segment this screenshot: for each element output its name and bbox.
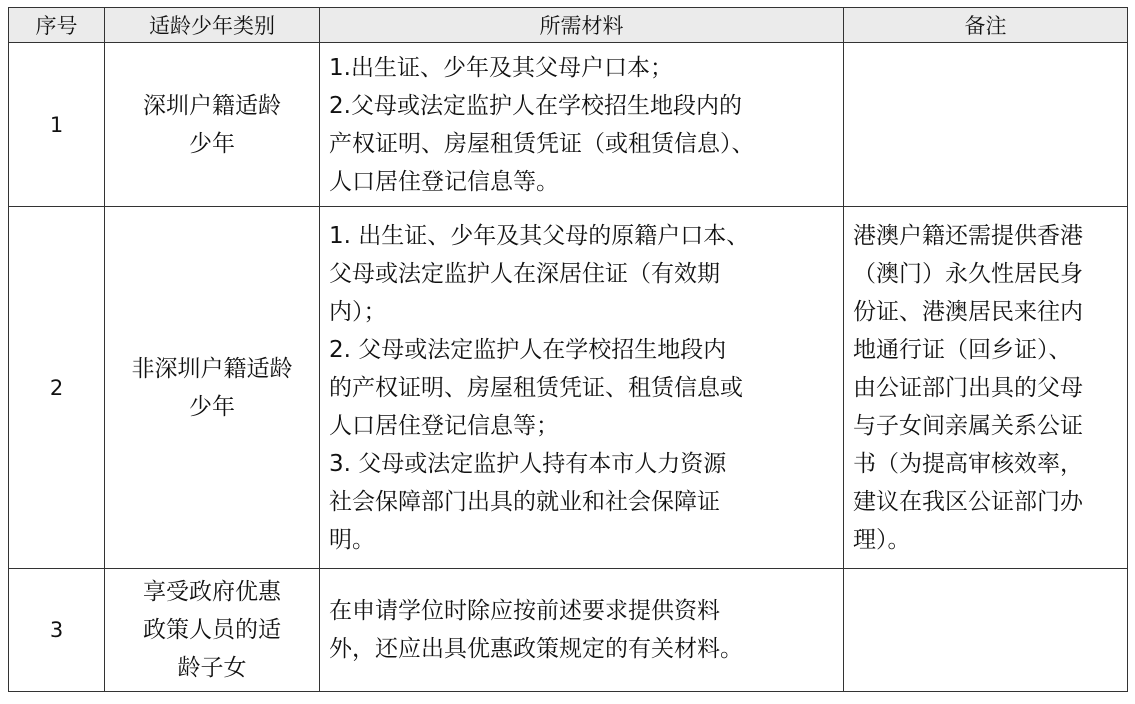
category-line: 少年 [189,130,235,157]
materials-line: 2.父母或法定监护人在学校招生地段内的 [329,92,742,119]
materials-line: 2. 父母或法定监护人在学校招生地段内 [329,336,727,363]
notes-line: （澳门）永久性居民身 [853,260,1083,287]
materials-line: 1.出生证、少年及其父母户口本； [329,54,673,81]
materials-cell [320,569,844,692]
header-materials: 所需材料 [320,8,844,43]
materials-line: 人口居住登记信息等； [329,412,559,439]
header-category: 适龄少年类别 [105,8,320,43]
row-number: 3 [9,569,105,692]
notes-line: 地通行证（回乡证）、 [853,336,1072,363]
notes-line: 由公证部门出具的父母 [853,374,1083,401]
materials-cell [320,207,844,569]
notes-line: 份证、港澳居民来往内 [853,298,1083,325]
category-cell [105,43,320,207]
materials-line: 在申请学位时除应按前述要求提供资料 [329,598,720,624]
notes-line: 理）。 [853,526,911,553]
materials-line: 产权证明、房屋租赁凭证（或租赁信息）、 [329,130,755,157]
requirements-table [8,7,1128,692]
header-notes: 备注 [844,8,1128,43]
category-line: 少年 [189,393,235,420]
category-line: 龄子女 [177,655,247,681]
notes-line: 建议在我区公证部门办 [853,488,1083,515]
materials-line: 外，还应出具优惠政策规定的有关材料。 [329,636,743,662]
notes-line: 书（为提高审核效率， [853,450,1083,477]
materials-line: 的产权证明、房屋租赁凭证、租赁信息或 [329,374,743,401]
category-line: 政策人员的适 [143,617,281,643]
notes-cell [844,43,1128,207]
header-row [9,8,1128,43]
category-line: 非深圳户籍适龄 [131,355,293,382]
materials-line: 社会保障部门出具的就业和社会保障证 [329,488,720,515]
materials-line: 1. 出生证、少年及其父母的原籍户口本、 [329,222,750,249]
category-line: 享受政府优惠 [143,579,281,605]
materials-line: 3. 父母或法定监护人持有本市人力资源 [329,450,727,477]
category-line: 深圳户籍适龄 [143,92,281,119]
materials-line: 内）； [329,298,387,325]
notes-line: 与子女间亲属关系公证 [853,412,1083,439]
row-number: 1 [9,43,105,207]
notes-cell [844,569,1128,692]
table-row [9,569,1128,692]
materials-cell [320,43,844,207]
row-number: 2 [9,207,105,569]
table-row [9,207,1128,569]
category-cell [105,207,320,569]
category-cell [105,569,320,692]
materials-line: 人口居住登记信息等。 [329,168,559,195]
notes-cell [844,207,1128,569]
table-row [9,43,1128,207]
header-no: 序号 [9,8,105,43]
notes-line: 港澳户籍还需提供香港 [853,222,1083,249]
materials-line: 父母或法定监护人在深居住证（有效期 [329,260,720,287]
materials-line: 明。 [329,526,375,553]
